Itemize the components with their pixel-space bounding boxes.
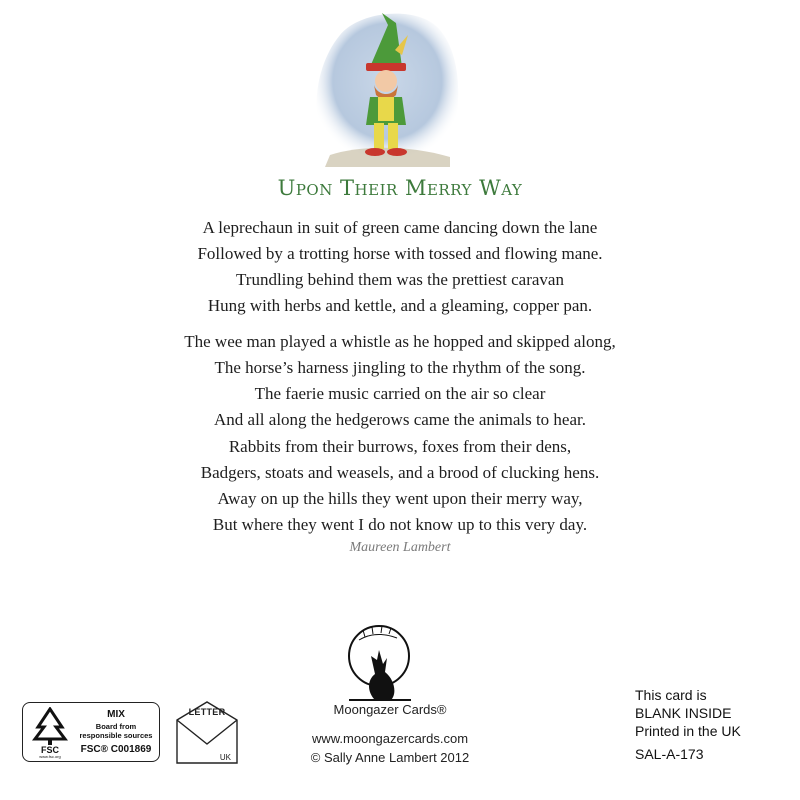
fsc-logo-url: www.fsc.org: [39, 754, 61, 759]
poem-line: The wee man played a whistle as he hopped and skipped along,: [184, 332, 616, 351]
poem-line: Followed by a trotting horse with tossed and flowing mane.: [197, 244, 603, 263]
letter-region: UK: [219, 753, 231, 762]
info-line: This card is: [635, 687, 707, 703]
poem-title: Upon Their Merry Way: [277, 176, 523, 200]
poem-line: Hung with herbs and kettle, and a gleaming, copper pan.: [207, 296, 593, 315]
copyright-notice: © Sally Anne Lambert 2012: [310, 750, 470, 765]
leprechaun-illustration: [300, 5, 470, 170]
poem-stanza: [0, 215, 800, 319]
fsc-board-text: Board from responsible sources: [79, 722, 153, 740]
poem-line: But where they went I do not know up to this very day.: [212, 515, 588, 534]
poem-stanza: [0, 329, 800, 433]
poem-line: Rabbits from their burrows, foxes from their dens,: [228, 437, 572, 456]
info-line: Printed in the UK: [635, 723, 741, 739]
fsc-tree-icon: [29, 707, 71, 759]
poem-line: Badgers, stoats and weasels, and a brood of clucking hens.: [200, 463, 600, 482]
product-code: SAL-A-173: [635, 746, 704, 762]
letter-postage-icon: [174, 700, 240, 766]
card-info: [635, 686, 741, 763]
poem-line: The horse’s harness jingling to the rhythm of the song.: [214, 358, 586, 377]
poem-line: The faerie music carried on the air so clear: [254, 384, 546, 403]
info-line: BLANK INSIDE: [635, 705, 732, 721]
brand-name: Moongazer Cards®: [333, 702, 447, 717]
letter-label: LETTER: [188, 707, 226, 717]
fsc-mix-label: MIX: [107, 709, 125, 720]
brand-website: www.moongazercards.com: [311, 731, 469, 746]
fsc-certification-box: [22, 702, 160, 762]
poem-line: A leprechaun in suit of green came dancing down the lane: [202, 218, 598, 237]
fsc-logo-text: FSC: [41, 745, 59, 755]
poem-stanza: [0, 434, 800, 538]
poem-line: Trundling behind them was the prettiest caravan: [236, 270, 564, 289]
fsc-license-code: FSC® C001869: [80, 744, 152, 755]
poem-line: And all along the hedgerows came the animals to hear.: [214, 410, 586, 429]
moongazer-hare-logo-icon: [345, 620, 415, 702]
poem-author: Maureen Lambert: [349, 540, 451, 555]
poem-line: Away on up the hills they went upon their merry way,: [217, 489, 583, 508]
